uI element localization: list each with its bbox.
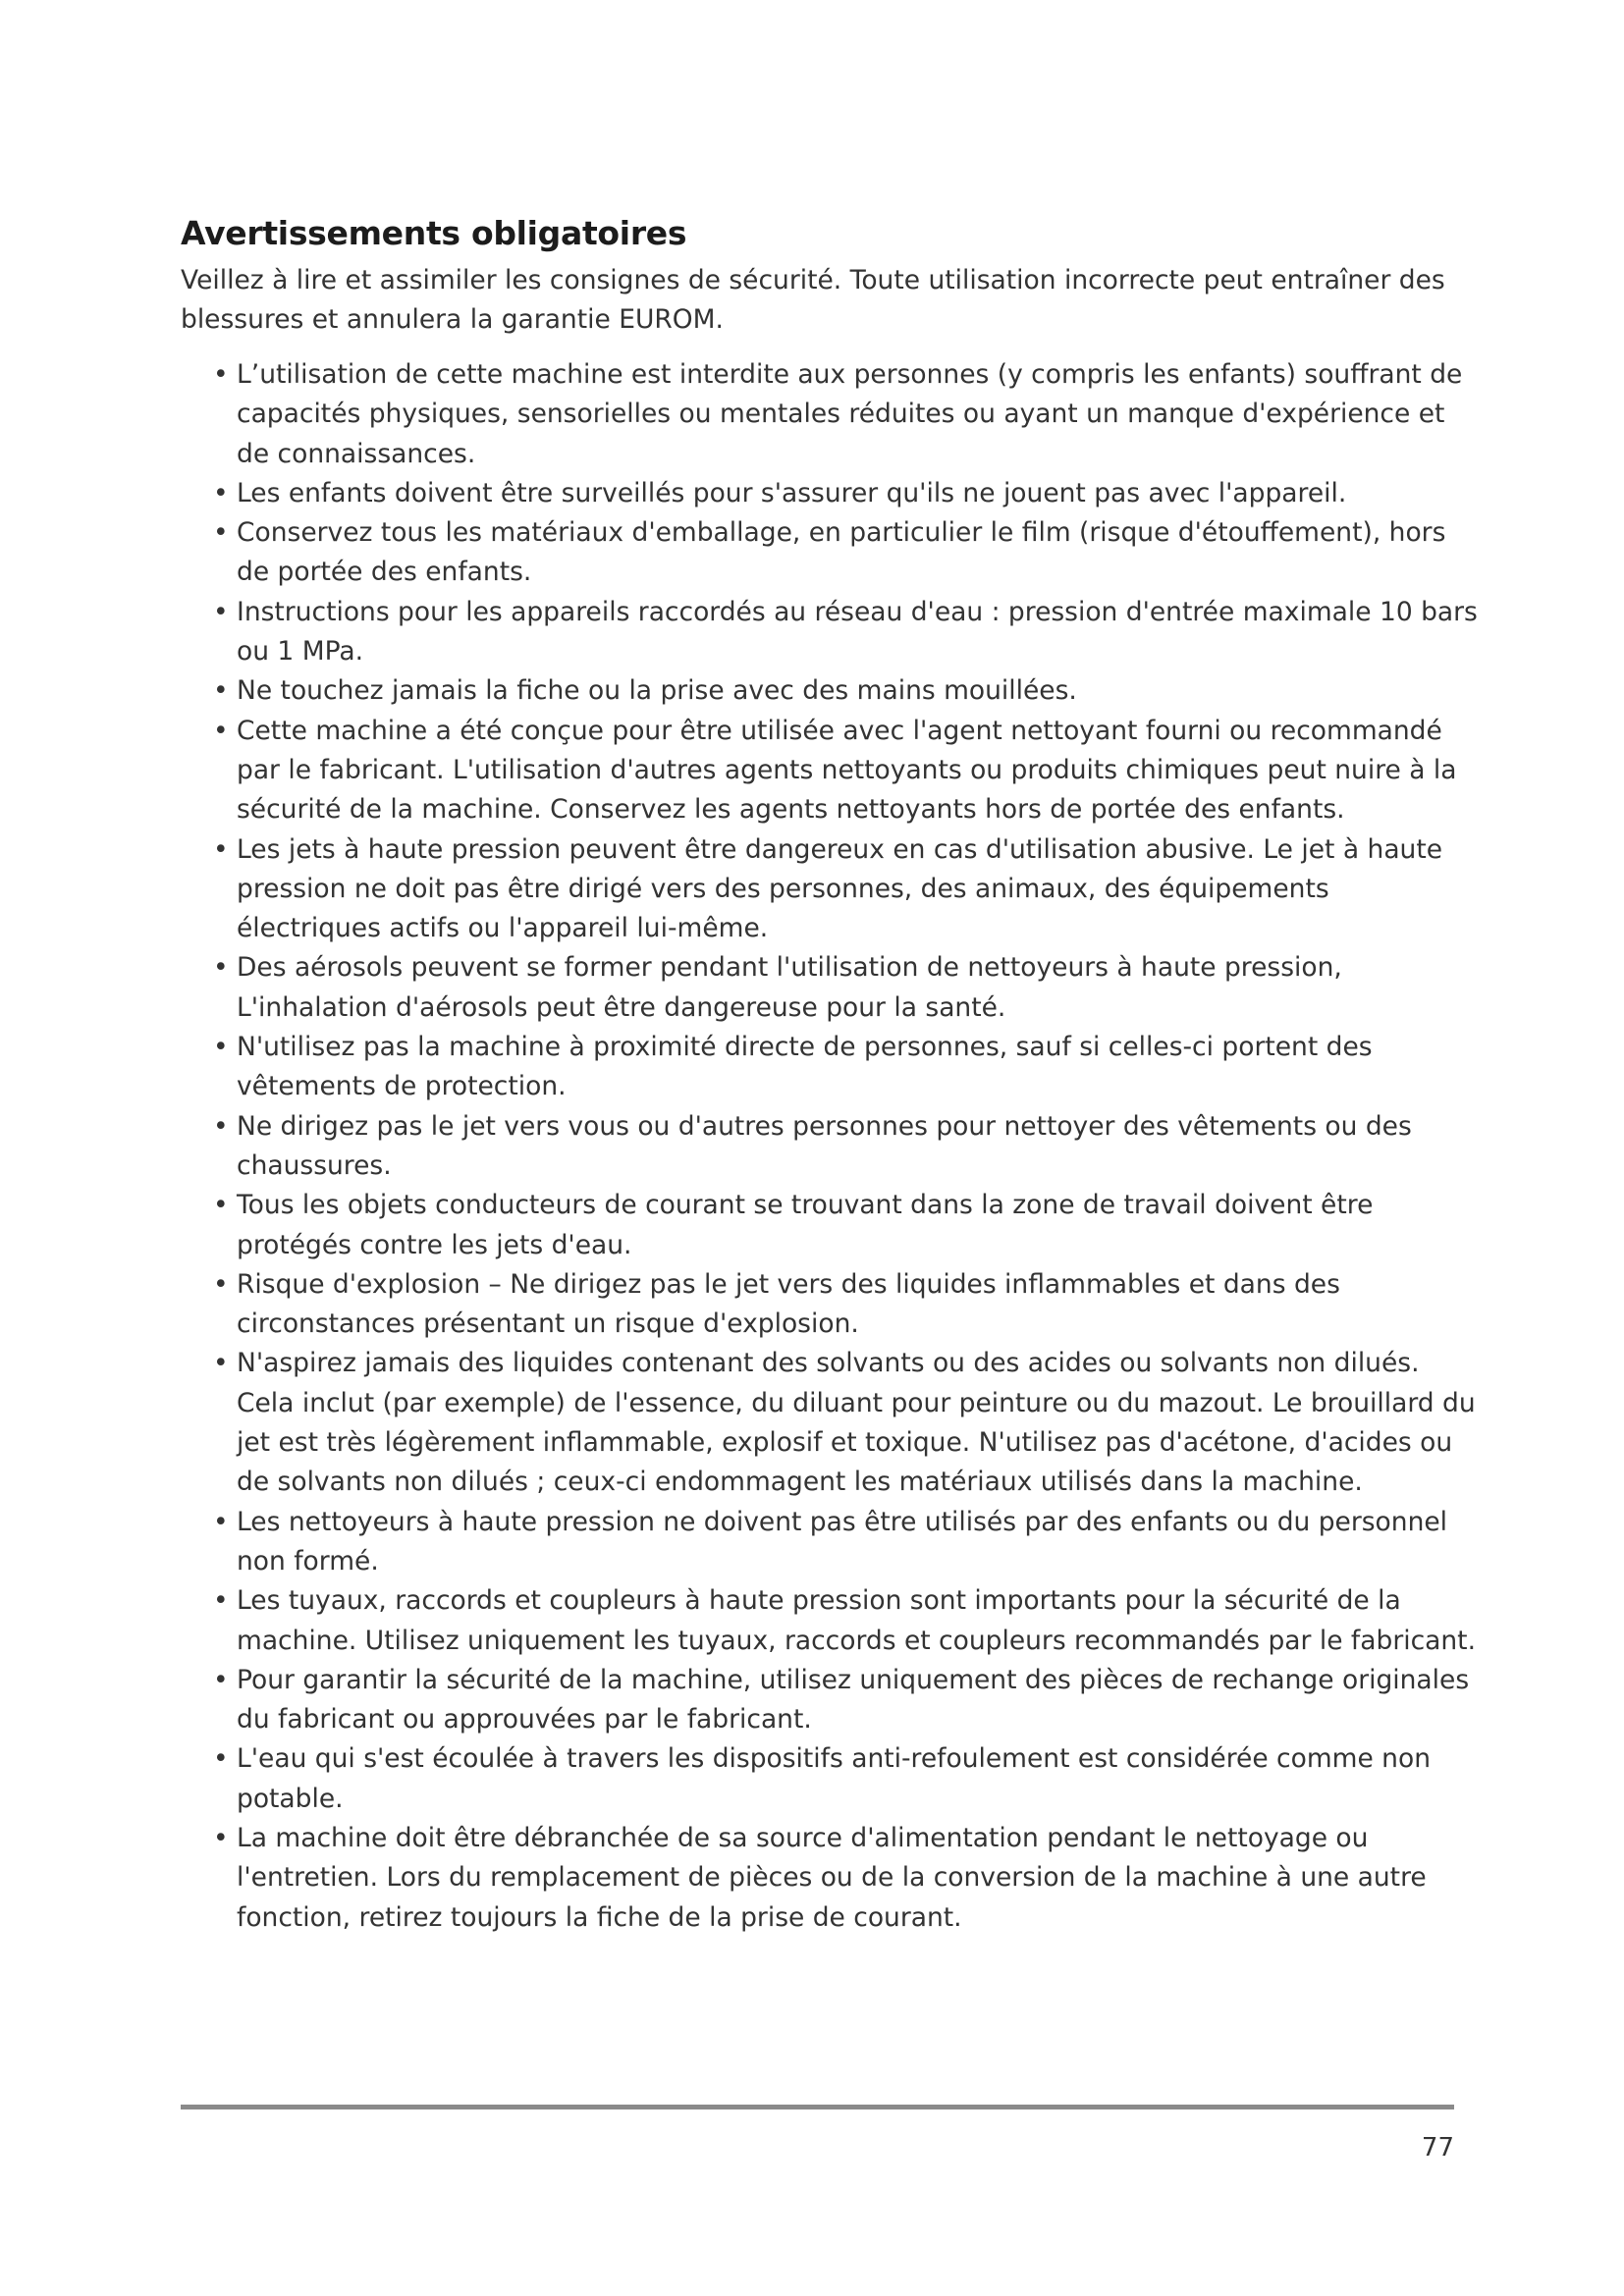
warning-list xyxy=(213,355,1480,1938)
warning-text: Ne dirigez pas le jet vers vous ou d'autres personnes pour nettoyer des vêtements ou des chaussures. xyxy=(237,1110,1412,1181)
warning-item xyxy=(213,1581,1480,1661)
bullet-icon: • xyxy=(213,1348,229,1379)
bullet-icon: • xyxy=(213,1110,229,1142)
warning-text: N'aspirez jamais des liquides contenant des solvants ou des acides ou solvants non dilués. Cela inclut (par exemple) de l'essence, du diluant pour peinture ou du mazout. Le brouillard du jet est très légèrement inflammable, explosif et toxique. N'utilisez pas d'acétone, d'acides ou de solvants non dilués ; ceux-ci endommagent les matériaux utilisés dans la machine. xyxy=(237,1348,1476,1498)
warning-text: Instructions pour les appareils raccordés au réseau d'eau : pression d'entrée maximale 10 bars ou 1 MPa. xyxy=(237,596,1478,667)
warning-text: Tous les objets conducteurs de courant se trouvant dans la zone de travail doivent être protégés contre les jets d'eau. xyxy=(237,1190,1374,1260)
warning-text: L'eau qui s'est écoulée à travers les dispositifs anti-refoulement est considérée comme non potable. xyxy=(237,1743,1431,1814)
warning-text: Pour garantir la sécurité de la machine, utilisez uniquement des pièces de rechange originales du fabricant ou approuvées par le fabricant. xyxy=(237,1664,1470,1735)
warning-text: Risque d'explosion – Ne dirigez pas le jet vers des liquides inflammables et dans des circonstances présentant un risque d'explosion. xyxy=(237,1268,1340,1340)
bullet-icon: • xyxy=(213,596,229,627)
warning-item xyxy=(213,593,1480,672)
bullet-icon: • xyxy=(213,1664,229,1695)
bullet-icon: • xyxy=(213,517,229,549)
warning-item xyxy=(213,1739,1480,1819)
warning-item xyxy=(213,830,1480,949)
warning-item xyxy=(213,474,1480,513)
warning-item xyxy=(213,355,1480,474)
bullet-icon: • xyxy=(213,1822,229,1853)
warning-text: Les tuyaux, raccords et coupleurs à haute pression sont importants pour la sécurité de la machine. Utilisez uniquement les tuyaux, raccords et coupleurs recommandés par le fabricant. xyxy=(237,1585,1476,1656)
warning-item xyxy=(213,1661,1480,1740)
bullet-icon: • xyxy=(213,1506,229,1537)
warning-item xyxy=(213,1186,1480,1265)
warning-item xyxy=(213,1107,1480,1187)
warning-text: Cette machine a été conçue pour être utilisée avec l'agent nettoyant fourni ou recommandé par le fabricant. L'utilisation d'autres agents nettoyants ou produits chimiques peut nuire à la sécurité de la machine. Conservez les agents nettoyants hors de portée des enfants. xyxy=(237,715,1457,826)
bullet-icon: • xyxy=(213,1032,229,1063)
intro-paragraph: Veillez à lire et assimiler les consignes de sécurité. Toute utilisation incorrecte peut entraîner des blessures et annulera la garantie EUROM. xyxy=(181,265,1445,335)
warning-item xyxy=(213,671,1480,711)
bullet-icon: • xyxy=(213,715,229,746)
warning-item xyxy=(213,513,1480,593)
bullet-icon: • xyxy=(213,359,229,390)
warning-text: Les jets à haute pression peuvent être dangereux en cas d'utilisation abusive. Le jet à haute pression ne doit pas être dirigé vers des personnes, des animaux, des équipements électriques actifs ou l'appareil lui-même. xyxy=(237,833,1443,944)
bullet-icon: • xyxy=(213,477,229,508)
warning-text: N'utilisez pas la machine à proximité directe de personnes, sauf si celles-ci portent des vêtements de protection. xyxy=(237,1032,1373,1102)
bullet-icon: • xyxy=(213,1190,229,1221)
warning-text: La machine doit être débranchée de sa source d'alimentation pendant le nettoyage ou l'entretien. Lors du remplacement de pièces ou de la conversion de la machine à une autre fonction, retirez toujours la fiche de la prise de courant. xyxy=(237,1822,1427,1933)
footer-divider xyxy=(181,2105,1454,2109)
warning-item xyxy=(213,1344,1480,1502)
warning-text: Les enfants doivent être surveillés pour s'assurer qu'ils ne jouent pas avec l'appareil. xyxy=(237,477,1347,508)
bullet-icon: • xyxy=(213,1743,229,1775)
warning-item xyxy=(213,1819,1480,1938)
bullet-icon: • xyxy=(213,833,229,865)
bullet-icon: • xyxy=(213,1585,229,1617)
bullet-icon: • xyxy=(213,952,229,984)
warning-item xyxy=(213,1265,1480,1345)
bullet-icon: • xyxy=(213,675,229,707)
warning-item xyxy=(213,1503,1480,1582)
warning-item xyxy=(213,948,1480,1028)
warning-text: Les nettoyeurs à haute pression ne doivent pas être utilisés par des enfants ou du personnel non formé. xyxy=(237,1506,1448,1576)
warning-text: Des aérosols peuvent se former pendant l'utilisation de nettoyeurs à haute pression, L'inhalation d'aérosols peut être dangereuse pour la santé. xyxy=(237,952,1342,1023)
warning-text: Conservez tous les matériaux d'emballage, en particulier le film (risque d'étouffement), hors de portée des enfants. xyxy=(237,517,1446,588)
bullet-icon: • xyxy=(213,1268,229,1300)
page-number: 77 xyxy=(1421,2133,1454,2163)
warning-text: Ne touchez jamais la fiche ou la prise avec des mains mouillées. xyxy=(237,675,1077,707)
warning-item xyxy=(213,1028,1480,1107)
warning-text: L’utilisation de cette machine est interdite aux personnes (y compris les enfants) souffrant de capacités physiques, sensorielles ou mentales réduites ou ayant un manque d'expérience et de connaissances. xyxy=(237,359,1463,469)
page-title: Avertissements obligatoires xyxy=(181,214,687,252)
warning-item xyxy=(213,712,1480,830)
